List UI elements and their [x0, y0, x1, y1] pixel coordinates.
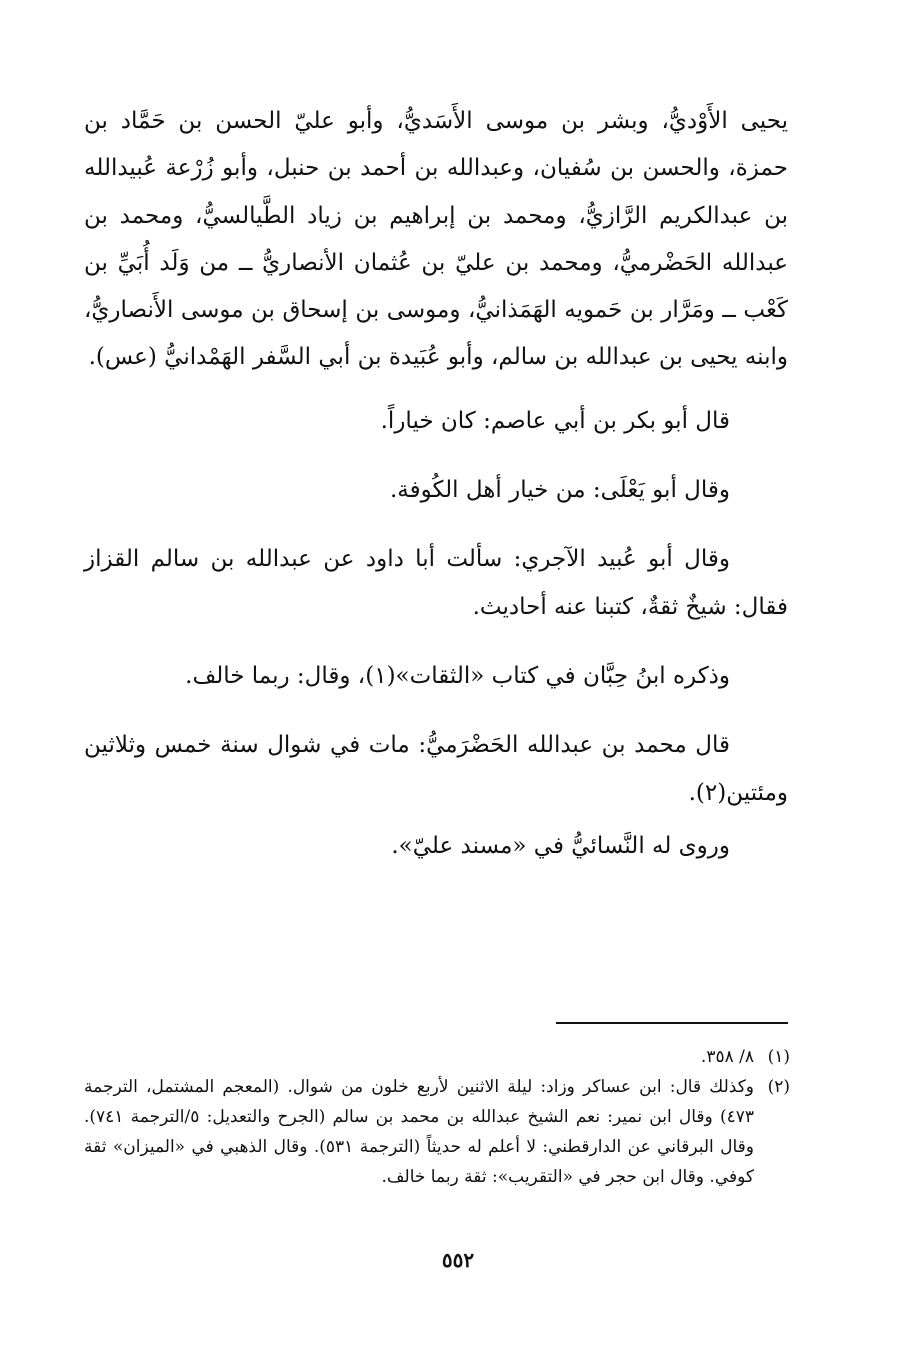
paragraph-ibn-abi-asim: قال أبو بكر بن أبي عاصم: كان خياراً.	[380, 407, 730, 434]
paragraph-narrators-list: يحيى الأَوْديُّ، وبشر بن موسى الأَسَديُّ، وأبو عليّ الحسن بن حَمَّاد بن حمزة، والحسن بن سُفيان، وعبدالله بن أحمد بن حنبل، وأبو زُرْعة عُبيدالله بن عبدالكريم الرَّازيُّ، ومحمد بن إبراهيم بن زياد الطَّيالسيُّ، ومحمد بن عبدالله الحَضْرميُّ، ومحمد بن عليّ بن عُثمان الأنصاريُّ ــ من وَلَد أُبَيِّ بن كَعْب ــ ومَرَّار بن حَمويه الهَمَذانيُّ، وموسى بن إسحاق بن موسى الأَنصاريُّ، وابنه يحيى بن عبدالله بن سالم، وأبو عُبَيدة بن أبي السَّفر الهَمْدانيُّ (عس).	[84, 108, 788, 371]
footnotes	[84, 1042, 790, 1192]
footnote-2	[84, 1072, 790, 1192]
paragraph-abu-yala: وقال أبو يَعْلَى: من خيار أهل الكُوفة.	[389, 477, 730, 504]
footnote-text: ٨/ ٣٥٨.	[700, 1047, 754, 1067]
paragraph-nasai: وروى له النَّسائيُّ في «مسند عليّ».	[391, 832, 730, 859]
paragraph-ibn-hibban: وذكره ابنُ حِبَّان في كتاب «الثقات»(١)، وقال: ربما خالف.	[185, 662, 730, 689]
footnote-1	[84, 1042, 790, 1072]
footnote-number: (١)	[767, 1047, 790, 1067]
main-text	[84, 98, 788, 870]
footnote-number: (٢)	[767, 1077, 790, 1097]
footnote-divider	[556, 1022, 788, 1024]
paragraph-ajurri: وقال أبو عُبيد الآجري: سألت أبا داود عن عبدالله بن سالم القزاز فقال: شيخٌ ثقةٌ، كتبنا عنه أحاديث.	[84, 546, 788, 620]
footnote-text: وكذلك قال: ابن عساكر وزاد: ليلة الاثنين لأربع خلون من شوال. (المعجم المشتمل، الترجمة ٤٧٣) وقال ابن نمير: نعم الشيخ عبدالله بن محمد بن سالم (الجرح والتعديل: ٥/الترجمة ٧٤١). وقال البرقاني عن الدارقطني: لا أعلم له حديثاً (الترجمة ٥٣١). وقال الذهبي في «الميزان» ثقة كوفي. وقال ابن حجر في «التقريب»: ثقة ربما خالف.	[84, 1077, 754, 1187]
page-number: ٥٥٢	[441, 1248, 475, 1272]
paragraph-death-date: قال محمد بن عبدالله الحَضْرَميُّ: مات في شوال سنة خمس وثلاثين ومئتين(٢).	[84, 732, 788, 806]
